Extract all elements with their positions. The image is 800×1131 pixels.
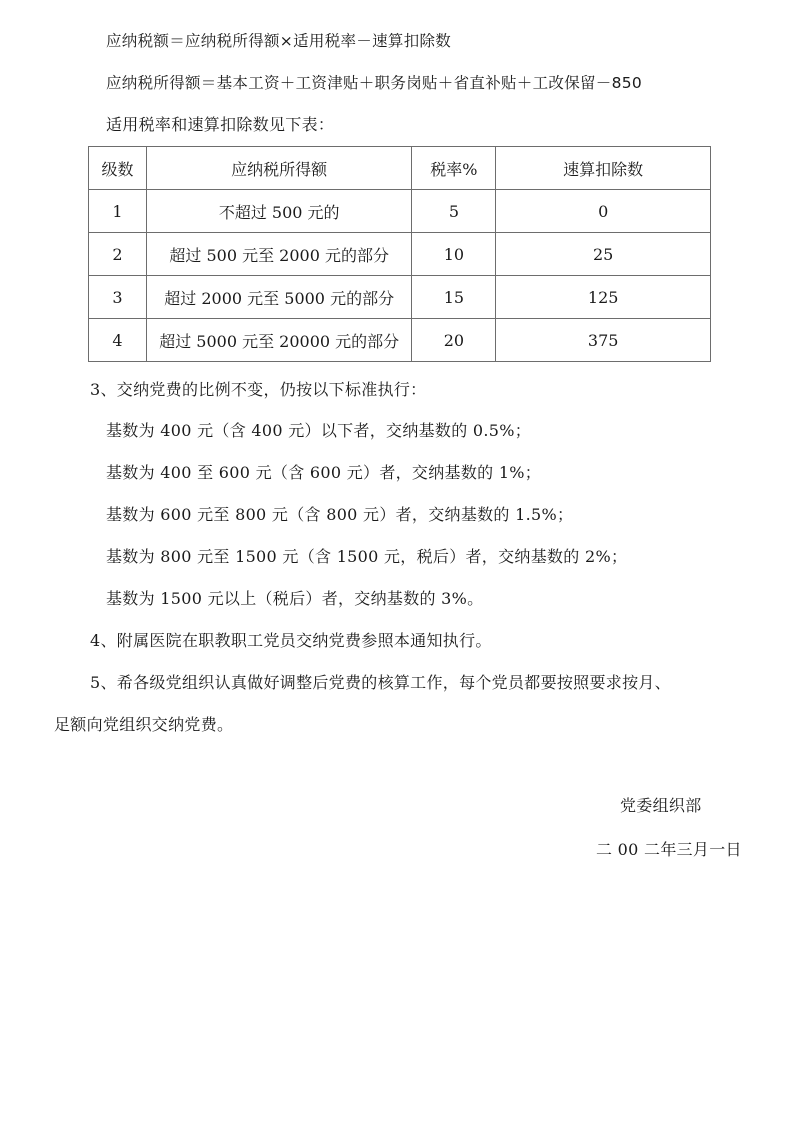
cell-deduction: 125 [496,276,711,319]
rule-item: 基数为 800 元至 1500 元（含 1500 元，税后）者，交纳基数的 2%； [106,547,628,566]
cell-range: 超过 2000 元至 5000 元的部分 [146,276,412,319]
rule-item: 基数为 1500 元以上（税后）者，交纳基数的 3%。 [106,589,484,608]
table-row [89,319,711,362]
cell-deduction: 375 [496,319,711,362]
cell-level: 2 [89,233,147,276]
taxable-income-formula: 应纳税所得额＝基本工资＋工资津贴＋职务岗贴＋省直补贴＋工改保留－850 [106,74,643,92]
header-tax-rate: 税率% [412,147,496,190]
cell-level: 1 [89,190,147,233]
tax-formula: 应纳税额＝应纳税所得额×适用税率－速算扣除数 [106,32,452,50]
signature-org: 党委组织部 [620,796,702,815]
header-taxable-income: 应纳税所得额 [146,147,412,190]
table-row [89,190,711,233]
cell-level: 3 [89,276,147,319]
cell-range: 超过 5000 元至 20000 元的部分 [146,319,412,362]
table-header-row [89,147,711,190]
table-row [89,233,711,276]
cell-deduction: 25 [496,233,711,276]
rule-item: 基数为 600 元至 800 元（含 800 元）者，交纳基数的 1.5%； [106,505,574,524]
rule-item: 基数为 400 至 600 元（含 600 元）者，交纳基数的 1%； [106,463,542,482]
section-5-line-2: 足额向党组织交纳党费。 [54,715,234,734]
cell-rate: 10 [412,233,496,276]
table-row [89,276,711,319]
cell-deduction: 0 [496,190,711,233]
section-3-title: 3、交纳党费的比例不变，仍按以下标准执行： [90,380,427,399]
cell-range: 不超过 500 元的 [146,190,412,233]
cell-rate: 20 [412,319,496,362]
signature-date: 二 00 二年三月一日 [596,840,742,859]
rule-item: 基数为 400 元（含 400 元）以下者，交纳基数的 0.5%； [106,421,532,440]
cell-level: 4 [89,319,147,362]
tax-rate-table [88,146,711,362]
header-level: 级数 [89,147,147,190]
section-4: 4、附属医院在职教职工党员交纳党费参照本通知执行。 [90,631,492,650]
section-5-line-1: 5、希各级党组织认真做好调整后党费的核算工作，每个党员都要按照要求按月、 [90,673,671,692]
cell-rate: 15 [412,276,496,319]
table-intro: 适用税率和速算扣除数见下表： [106,115,335,134]
cell-range: 超过 500 元至 2000 元的部分 [146,233,412,276]
header-quick-deduction: 速算扣除数 [496,147,711,190]
cell-rate: 5 [412,190,496,233]
